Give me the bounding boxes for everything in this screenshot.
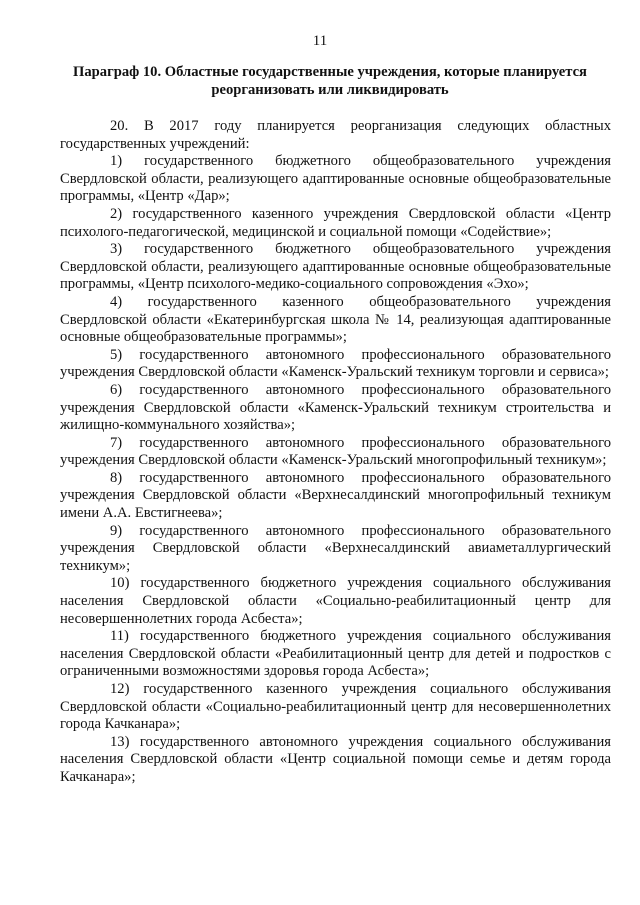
- list-item-13: 13) государственного автономного учреждения социального обслуживания населения Свердловской области «Центр социальной помощи семье и детям города Качканара»;: [60, 733, 611, 785]
- list-item-4: 4) государственного казенного общеобразовательного учреждения Свердловской области «Екатеринбургская школа № 14, реализующая адаптированные основные общеобразовательные программы»;: [60, 293, 611, 346]
- list-item-10: 10) государственного бюджетного учреждения социального обслуживания населения Свердловской области «Социально-реабилитационный центр для несовершеннолетних города Асбеста»;: [60, 575, 611, 627]
- section-heading-line-2: реорганизовать или ликвидировать: [211, 82, 449, 98]
- list-item-2: 2) государственного казенного учреждения Свердловской области «Центр психолого-педагогической, медицинской и социальной помощи «Содействие»;: [60, 205, 611, 240]
- list-item-1: 1) государственного бюджетного общеобразовательного учреждения Свердловской области, реализующего адаптированные основные общеобразовательные программы, «Центр «Дар»;: [60, 153, 611, 205]
- list-item-6: 6) государственного автономного профессионального образовательного учреждения Свердловской области «Каменск-Уральский техникум строительства и жилищно-коммунального хозяйства»;: [60, 381, 611, 434]
- list-item-12: 12) государственного казенного учреждения социального обслуживания Свердловской области «Социально-реабилитационный центр для несовершеннолетних города Качканара»;: [60, 681, 611, 733]
- list-item-5: 5) государственного автономного профессионального образовательного учреждения Свердловской области «Каменск-Уральский техникум торговли и сервиса»;: [60, 346, 611, 381]
- page-number: 11: [312, 33, 328, 49]
- section-heading-line-1: Параграф 10. Областные государственные учреждения, которые планируется: [73, 64, 587, 80]
- document-body: [60, 118, 611, 787]
- section-heading: [60, 63, 600, 99]
- list-item-9: 9) государственного автономного профессионального образовательного учреждения Свердловской области «Верхнесалдинский авиаметаллургический техникум»;: [60, 522, 611, 574]
- list-item-3: 3) государственного бюджетного общеобразовательного учреждения Свердловской области, реализующего адаптированные основные общеобразовательные программы, «Центр психолого-медико-социального сопровождения «Эхо»;: [60, 241, 611, 293]
- intro-paragraph: 20. В 2017 году планируется реорганизация следующих областных государственных учреждений:: [60, 118, 611, 152]
- list-item-7: 7) государственного автономного профессионального образовательного учреждения Свердловской области «Каменск-Уральский многопрофильный техникум»;: [60, 434, 611, 469]
- list-item-11: 11) государственного бюджетного учреждения социального обслуживания населения Свердловской области «Реабилитационный центр для детей и подростков с ограниченными возможностями здоровья города Асбеста»;: [60, 628, 611, 680]
- list-item-8: 8) государственного автономного профессионального образовательного учреждения Свердловской области «Верхнесалдинский многопрофильный техникум имени А.А. Евстигнеева»;: [60, 469, 611, 522]
